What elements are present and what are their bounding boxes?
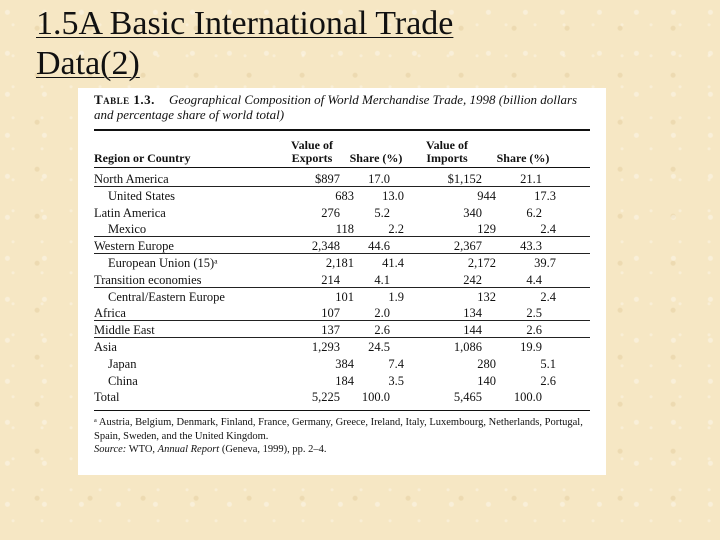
header-region: Region or Country	[94, 151, 191, 165]
header-share-exports: Share (%)	[349, 151, 403, 165]
slide-title	[36, 4, 556, 84]
share-imports-cell: 5.1	[540, 356, 556, 371]
table-row	[94, 356, 590, 373]
share-imports-cell: 100.0	[513, 390, 542, 405]
share-imports-cell: 17.3	[534, 188, 556, 203]
table-row	[94, 255, 590, 272]
table-row	[94, 289, 590, 306]
source-publication: Annual Report	[157, 444, 220, 456]
share-exports-cell: 13.0	[382, 188, 404, 203]
value-imports-cell: 134	[463, 306, 482, 321]
region-cell: United States	[108, 188, 176, 203]
table-source	[94, 443, 590, 457]
share-exports-cell: 2.6	[374, 323, 390, 338]
share-imports-cell: 2.5	[526, 306, 542, 321]
table-bottom-rule	[94, 410, 590, 411]
value-imports-cell: 1,086	[453, 339, 482, 354]
slide-title-line-1: 1.5A Basic International Trade	[36, 5, 454, 42]
value-imports-cell: 5,465	[453, 390, 482, 405]
value-imports-cell: 2,367	[453, 239, 482, 254]
share-exports-cell: 5.2	[374, 205, 390, 220]
table-body	[94, 171, 590, 406]
value-imports-cell: 129	[477, 222, 496, 237]
value-exports-cell: 184	[335, 373, 354, 388]
source-org: WTO,	[128, 444, 156, 456]
region-cell: Western Europe	[94, 239, 174, 254]
region-cell: Middle East	[94, 323, 155, 338]
region-cell: Total	[94, 390, 120, 405]
table-header-row	[94, 131, 590, 165]
table-row	[94, 188, 590, 205]
value-imports-cell: 144	[463, 323, 482, 338]
value-imports-cell: 944	[477, 188, 496, 203]
value-exports-cell: 1,293	[311, 339, 340, 354]
table-row	[94, 305, 590, 322]
share-exports-cell: 2.2	[388, 222, 404, 237]
table-row	[94, 373, 590, 390]
table-row	[94, 272, 590, 289]
region-cell: Latin America	[94, 205, 166, 220]
value-imports-cell: 140	[477, 373, 496, 388]
share-exports-cell: 2.0	[374, 306, 390, 321]
share-imports-cell: 39.7	[534, 255, 556, 270]
share-exports-cell: 41.4	[382, 255, 404, 270]
value-exports-cell: $897	[315, 172, 340, 186]
share-imports-cell: 6.2	[526, 205, 542, 220]
share-exports-cell: 7.4	[388, 356, 404, 371]
share-imports-cell: 43.3	[520, 239, 542, 254]
header-value-exports: Value of Exports	[291, 138, 333, 165]
share-exports-cell: 100.0	[361, 390, 390, 405]
source-details: (Geneva, 1999), pp. 2–4.	[221, 444, 327, 456]
region-cell: European Union (15)ᵃ	[108, 255, 218, 270]
value-imports-cell: 340	[463, 205, 482, 220]
region-cell: Transition economies	[94, 272, 202, 287]
region-cell: North America	[94, 172, 169, 186]
table-row	[94, 205, 590, 222]
value-exports-cell: 107	[321, 306, 340, 321]
region-cell: Japan	[108, 356, 137, 371]
table-row	[94, 221, 590, 238]
value-imports-cell: 242	[463, 272, 482, 287]
table-caption	[94, 92, 590, 122]
share-imports-cell: 2.6	[540, 373, 556, 388]
region-cell: Central/Eastern Europe	[108, 289, 225, 304]
value-exports-cell: 118	[335, 222, 354, 237]
header-value-imports: Value of Imports	[426, 138, 468, 165]
table-row	[94, 339, 590, 356]
region-cell: Africa	[94, 306, 126, 321]
value-exports-cell: 2,348	[311, 239, 340, 254]
value-imports-cell: $1,152	[447, 172, 482, 186]
value-exports-cell: 214	[321, 272, 340, 287]
value-exports-cell: 101	[335, 289, 354, 304]
table-footnote: ᵃ Austria, Belgium, Denmark, Finland, France, Germany, Greece, Ireland, Italy, Luxembourg, Netherlands, Portugal, Spain, Sweden, and the United Kingdom.	[94, 417, 583, 442]
table-caption-text: Geographical Composition of World Merchandise Trade, 1998 (billion dollars and percentage share of world total)	[94, 92, 578, 122]
source-label: Source:	[94, 444, 127, 456]
value-imports-cell: 280	[477, 356, 496, 371]
share-exports-cell: 1.9	[388, 289, 404, 304]
share-imports-cell: 21.1	[520, 172, 542, 186]
table-row	[94, 238, 590, 255]
value-exports-cell: 5,225	[311, 390, 340, 405]
region-cell: Mexico	[108, 222, 147, 237]
share-imports-cell: 19.9	[520, 339, 542, 354]
slide-title-line-2: Data(2)	[36, 45, 140, 82]
table-scan-image	[78, 88, 606, 475]
share-exports-cell: 44.6	[368, 239, 390, 254]
share-exports-cell: 3.5	[388, 373, 404, 388]
table-row	[94, 322, 590, 339]
table-number: Table 1.3.	[94, 92, 155, 107]
share-imports-cell: 2.4	[540, 222, 556, 237]
region-cell: China	[108, 373, 138, 388]
value-exports-cell: 683	[335, 188, 354, 203]
value-exports-cell: 276	[321, 205, 340, 220]
share-exports-cell: 4.1	[374, 272, 390, 287]
value-imports-cell: 2,172	[467, 255, 496, 270]
value-exports-cell: 2,181	[325, 255, 354, 270]
value-imports-cell: 132	[477, 289, 496, 304]
share-exports-cell: 24.5	[368, 339, 390, 354]
value-exports-cell: 137	[321, 323, 340, 338]
share-imports-cell: 2.6	[526, 323, 542, 338]
region-cell: Asia	[94, 339, 117, 354]
share-exports-cell: 17.0	[368, 172, 390, 186]
table-header-rule	[94, 167, 590, 168]
share-imports-cell: 2.4	[540, 289, 556, 304]
value-exports-cell: 384	[335, 356, 354, 371]
table-row	[94, 171, 590, 188]
table-row-total	[94, 389, 590, 406]
share-imports-cell: 4.4	[526, 272, 542, 287]
header-share-imports: Share (%)	[496, 151, 550, 165]
